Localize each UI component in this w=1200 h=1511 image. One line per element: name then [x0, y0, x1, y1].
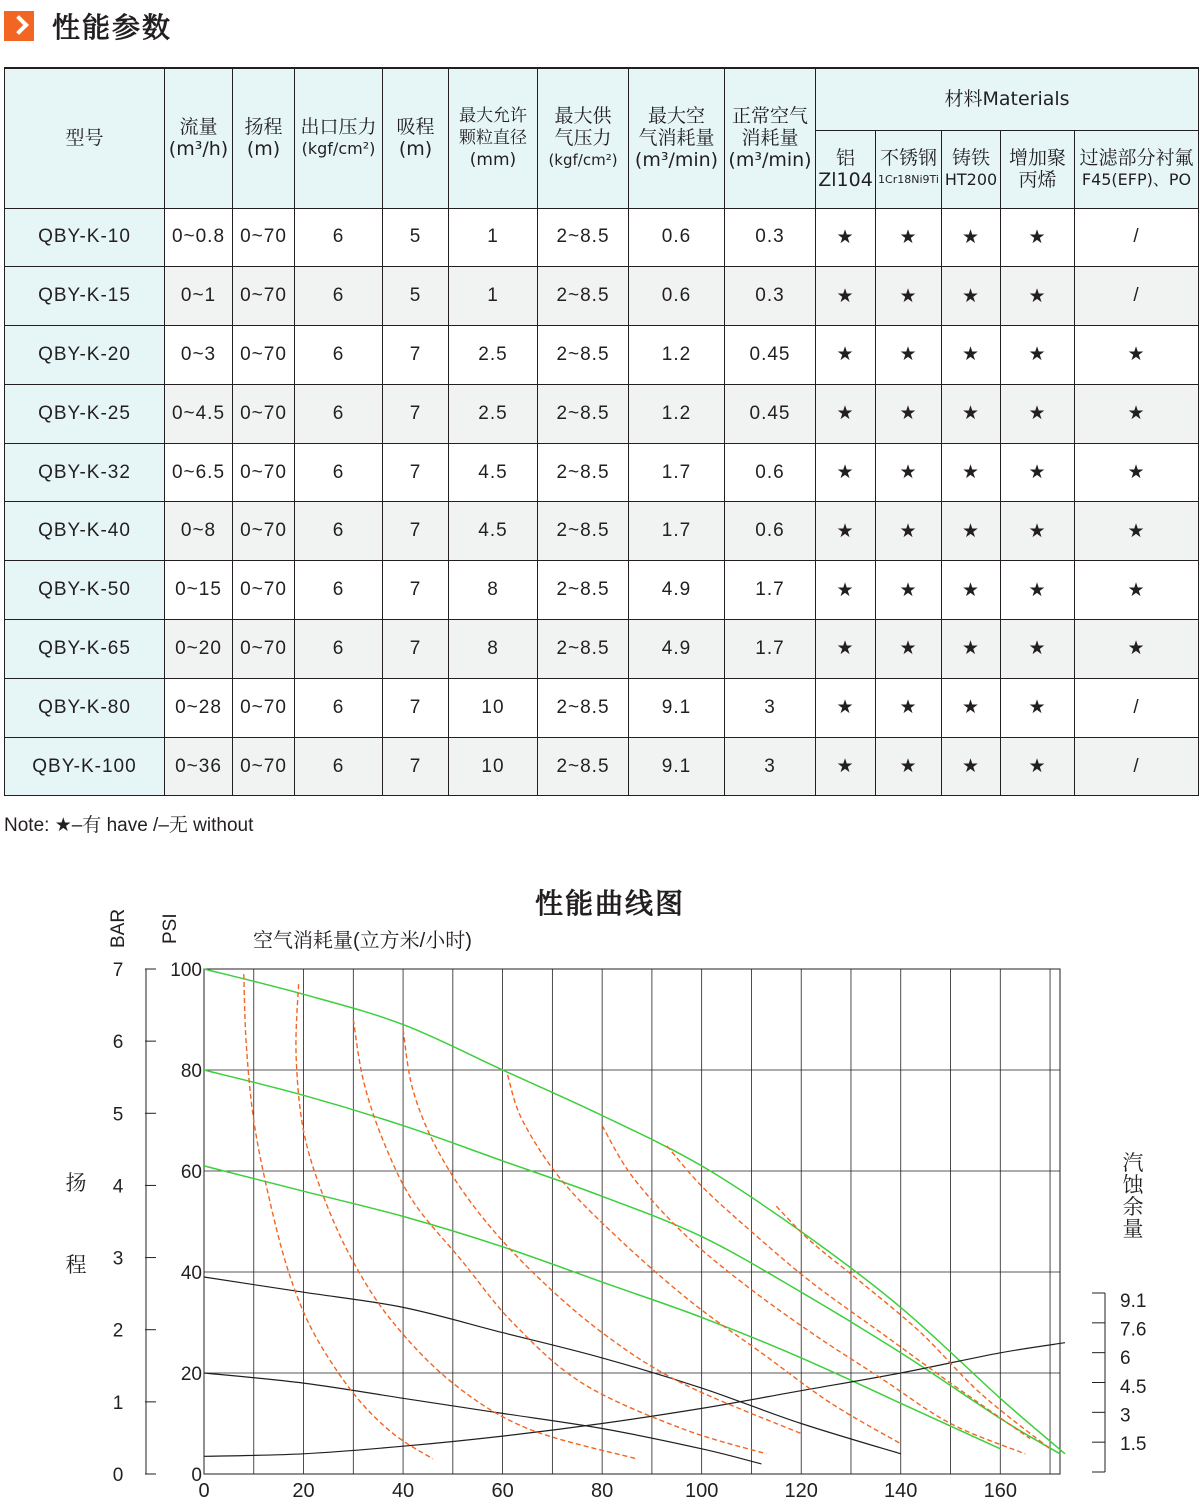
table-cell: ★ — [942, 208, 1001, 267]
table-cell: 4.9 — [629, 561, 725, 620]
psi-tick-label: 20 — [180, 1364, 202, 1385]
psi-tick-label: 100 — [170, 960, 202, 981]
table-cell: ★ — [876, 620, 942, 679]
table-row — [5, 326, 1199, 385]
header-outlet-pressure: 出口压力 (kgf/cm²) — [295, 68, 383, 208]
model-cell: QBY-K-32 — [5, 443, 165, 502]
header-mat-stainless: 不锈钢 1Cr18Ni9Ti — [876, 130, 942, 208]
table-cell: 2~8.5 — [538, 208, 629, 267]
table-cell: ★ — [1001, 678, 1075, 737]
table-cell: 4.5 — [449, 443, 538, 502]
table-cell: 0~36 — [165, 737, 233, 796]
table-cell: 0~0.8 — [165, 208, 233, 267]
table-cell: ★ — [942, 326, 1001, 385]
chart-labels — [66, 909, 1147, 1502]
table-cell: 10 — [449, 678, 538, 737]
pressure-curve — [204, 1070, 1060, 1454]
table-cell: ★ — [1001, 620, 1075, 679]
header-max-air: 最大空 气消耗量 (m³/min) — [629, 68, 725, 208]
table-cell: 3 — [725, 737, 816, 796]
npsh-curve — [204, 1343, 1065, 1457]
table-row — [5, 267, 1199, 326]
table-cell: 2.5 — [449, 326, 538, 385]
table-cell: 6 — [295, 502, 383, 561]
table-cell: 0~1 — [165, 267, 233, 326]
table-cell: 2~8.5 — [538, 384, 629, 443]
table-cell: 6 — [295, 620, 383, 679]
model-cell: QBY-K-100 — [5, 737, 165, 796]
table-cell: 9.1 — [629, 737, 725, 796]
table-cell: ★ — [816, 502, 876, 561]
table-cell: 2~8.5 — [538, 737, 629, 796]
table-cell: 1.7 — [725, 561, 816, 620]
table-cell: 0~70 — [233, 678, 295, 737]
psi-axis-label: PSI — [160, 913, 181, 944]
table-row — [5, 678, 1199, 737]
table-cell: 0.6 — [725, 443, 816, 502]
table-cell: 5 — [383, 208, 449, 267]
header-mat-cast-iron: 铸铁 HT200 — [942, 130, 1001, 208]
table-cell: 0~6.5 — [165, 443, 233, 502]
table-cell: 0~70 — [233, 561, 295, 620]
chart-series — [204, 969, 1065, 1464]
psi-tick-label: 60 — [180, 1162, 202, 1183]
npsh-label: 量 — [1122, 1218, 1144, 1241]
table-cell: 0~70 — [233, 620, 295, 679]
npsh-label: 汽 — [1122, 1152, 1144, 1175]
x-tick-label: 100 — [684, 1480, 719, 1502]
chevron-right-icon — [4, 11, 34, 41]
table-cell: 6 — [295, 737, 383, 796]
table-cell: 6 — [295, 267, 383, 326]
table-cell: ★ — [816, 678, 876, 737]
table-cell: 6 — [295, 326, 383, 385]
table-cell: 6 — [295, 384, 383, 443]
x-tick-label: 40 — [391, 1480, 415, 1502]
table-cell: / — [1075, 208, 1199, 267]
table-cell: 0.45 — [725, 384, 816, 443]
table-cell: ★ — [876, 208, 942, 267]
x-tick-label: 120 — [784, 1480, 818, 1502]
table-cell: ★ — [1075, 561, 1199, 620]
model-cell: QBY-K-80 — [5, 678, 165, 737]
pressure-curve — [204, 969, 1065, 1454]
model-cell: QBY-K-10 — [5, 208, 165, 267]
header-model: 型号 — [5, 68, 165, 208]
table-cell: 1 — [449, 208, 538, 267]
table-cell: ★ — [1075, 384, 1199, 443]
bar-tick-label: 4 — [112, 1176, 124, 1198]
npsh-tick-label: 9.1 — [1120, 1291, 1147, 1312]
table-cell: 0~70 — [233, 267, 295, 326]
table-cell: ★ — [876, 326, 942, 385]
table-cell: 7 — [383, 384, 449, 443]
table-cell: ★ — [876, 737, 942, 796]
table-cell: 8 — [449, 620, 538, 679]
table-cell: ★ — [942, 443, 1001, 502]
model-cell: QBY-K-25 — [5, 384, 165, 443]
table-cell: 0.6 — [629, 267, 725, 326]
table-row — [5, 384, 1199, 443]
bar-tick-label: 7 — [112, 960, 124, 981]
table-cell: ★ — [942, 561, 1001, 620]
table-cell: ★ — [876, 384, 942, 443]
table-cell: ★ — [1001, 561, 1075, 620]
model-cell: QBY-K-15 — [5, 267, 165, 326]
bar-tick-label: 2 — [112, 1320, 124, 1342]
header-normal-air: 正常空气 消耗量 (m³/min) — [725, 68, 816, 208]
table-cell: 8 — [449, 561, 538, 620]
table-cell: 0~8 — [165, 502, 233, 561]
header-air-supply: 最大供 气压力 (kgf/cm²) — [538, 68, 629, 208]
table-cell: ★ — [942, 384, 1001, 443]
model-cell: QBY-K-40 — [5, 502, 165, 561]
table-cell: ★ — [1001, 737, 1075, 796]
header-materials: 材料Materials — [816, 68, 1199, 130]
table-cell: ★ — [816, 737, 876, 796]
section-header — [4, 6, 172, 46]
air-curve — [296, 984, 637, 1459]
table-cell: ★ — [942, 267, 1001, 326]
table-cell: / — [1075, 678, 1199, 737]
table-row — [5, 620, 1199, 679]
table-cell: 0.6 — [725, 502, 816, 561]
npsh-label: 蚀 — [1122, 1174, 1144, 1197]
table-cell: ★ — [942, 678, 1001, 737]
table-note: Note: ★–有 have /–无 without — [4, 815, 254, 836]
table-cell: ★ — [1001, 267, 1075, 326]
header-mat-polypropylene: 增加聚 丙烯 — [1001, 130, 1075, 208]
table-cell: 0~3 — [165, 326, 233, 385]
model-cell: QBY-K-50 — [5, 561, 165, 620]
npsh-tick-label: 4.5 — [1120, 1376, 1147, 1398]
header-head: 扬程 (m) — [233, 68, 295, 208]
table-cell: ★ — [1075, 443, 1199, 502]
chart-grid — [145, 969, 1105, 1474]
table-cell: ★ — [816, 384, 876, 443]
air-consumption-label: 空气消耗量(立方米/小时) — [253, 930, 472, 952]
table-row — [5, 561, 1199, 620]
npsh-tick-label: 1.5 — [1120, 1434, 1147, 1455]
table-cell: 0~70 — [233, 443, 295, 502]
table-cell: ★ — [942, 620, 1001, 679]
table-cell: 7 — [383, 737, 449, 796]
table-cell: / — [1075, 267, 1199, 326]
npsh-tick-label: 6 — [1120, 1348, 1131, 1370]
table-cell: ★ — [876, 561, 942, 620]
table-cell: 0~28 — [165, 678, 233, 737]
table-cell: ★ — [1001, 208, 1075, 267]
psi-tick-label: 40 — [180, 1263, 202, 1284]
x-tick-label: 20 — [292, 1480, 315, 1502]
table-cell: 2~8.5 — [538, 326, 629, 385]
chart-title: 性能曲线图 — [534, 887, 685, 920]
model-cell: QBY-K-65 — [5, 620, 165, 679]
table-cell: 6 — [295, 208, 383, 267]
head-label: 扬 — [65, 1172, 87, 1195]
table-cell: 0~20 — [165, 620, 233, 679]
table-cell: 0.6 — [629, 208, 725, 267]
performance-curve-chart — [0, 890, 1200, 1510]
table-row — [5, 737, 1199, 796]
x-tick-label: 0 — [198, 1480, 210, 1502]
psi-tick-label: 80 — [180, 1061, 202, 1082]
table-cell: 1.7 — [725, 620, 816, 679]
table-cell: 7 — [383, 326, 449, 385]
table-cell: 4.9 — [629, 620, 725, 679]
table-cell: 7 — [383, 678, 449, 737]
table-row — [5, 208, 1199, 267]
npsh-label: 余 — [1122, 1196, 1144, 1219]
table-cell: 1 — [449, 267, 538, 326]
table-cell: 0~70 — [233, 326, 295, 385]
air-curve — [602, 1126, 1025, 1454]
table-cell: 2~8.5 — [538, 561, 629, 620]
table-cell: 2~8.5 — [538, 502, 629, 561]
table-cell: 1.7 — [629, 443, 725, 502]
table-cell: ★ — [816, 561, 876, 620]
table-cell: 0~70 — [233, 384, 295, 443]
table-cell: 10 — [449, 737, 538, 796]
section-title: 性能参数 — [52, 11, 173, 44]
table-cell: ★ — [1001, 384, 1075, 443]
table-cell: 2~8.5 — [538, 678, 629, 737]
table-cell: 0~70 — [233, 208, 295, 267]
table-row — [5, 502, 1199, 561]
table-cell: ★ — [876, 443, 942, 502]
table-cell: 7 — [383, 620, 449, 679]
bar-tick-label: 6 — [112, 1032, 124, 1054]
table-cell: ★ — [816, 326, 876, 385]
table-cell: / — [1075, 737, 1199, 796]
header-suction: 吸程 (m) — [383, 68, 449, 208]
table-cell: ★ — [942, 502, 1001, 561]
performance-table — [4, 67, 1199, 796]
table-row — [5, 443, 1199, 502]
table-cell: 3 — [725, 678, 816, 737]
header-flow: 流量 (m³/h) — [165, 68, 233, 208]
table-cell: 1.7 — [629, 502, 725, 561]
table-cell: 0.3 — [725, 208, 816, 267]
table-cell: 9.1 — [629, 678, 725, 737]
table-cell: 2~8.5 — [538, 443, 629, 502]
x-tick-label: 160 — [983, 1480, 1017, 1502]
table-cell: 2~8.5 — [538, 620, 629, 679]
table-cell: 0~70 — [233, 502, 295, 561]
table-cell: ★ — [1075, 326, 1199, 385]
table-cell: 4.5 — [449, 502, 538, 561]
table-cell: 6 — [295, 678, 383, 737]
low_pressure-curve — [204, 1373, 761, 1464]
table-cell: ★ — [816, 620, 876, 679]
table-cell: 2.5 — [449, 384, 538, 443]
table-cell: ★ — [816, 443, 876, 502]
table-cell: ★ — [1001, 326, 1075, 385]
bar-axis-label: BAR — [108, 908, 129, 948]
table-cell: ★ — [1001, 443, 1075, 502]
table-cell: 2~8.5 — [538, 267, 629, 326]
table-cell: 6 — [295, 443, 383, 502]
table-cell: 7 — [383, 561, 449, 620]
table-cell: 1.2 — [629, 326, 725, 385]
table-cell: 7 — [383, 443, 449, 502]
psi-tick-label: 0 — [191, 1465, 202, 1486]
table-cell: ★ — [876, 678, 942, 737]
head-label: 程 — [65, 1254, 87, 1277]
x-tick-label: 60 — [491, 1480, 514, 1502]
header-mat-fluorine: 过滤部分衬氟 F45(EFP)、PO — [1075, 130, 1199, 208]
table-cell: 0~15 — [165, 561, 233, 620]
header-particle: 最大允许 颗粒直径 (mm) — [449, 68, 538, 208]
table-cell: ★ — [816, 267, 876, 326]
x-tick-label: 140 — [884, 1480, 918, 1502]
table-cell: ★ — [1075, 502, 1199, 561]
header-mat-aluminum: 铝 Zl104 — [816, 130, 876, 208]
table-cell: ★ — [876, 267, 942, 326]
bar-tick-label: 5 — [112, 1104, 124, 1126]
plot-frame — [204, 969, 1060, 1474]
table-cell: 0~4.5 — [165, 384, 233, 443]
table-cell: 0.45 — [725, 326, 816, 385]
npsh-tick-label: 3 — [1120, 1405, 1131, 1427]
table-cell: 1.2 — [629, 384, 725, 443]
table-cell: 7 — [383, 502, 449, 561]
bar-tick-label: 3 — [112, 1248, 124, 1270]
table-cell: 0.3 — [725, 267, 816, 326]
table-cell: ★ — [876, 502, 942, 561]
npsh-tick-label: 7.6 — [1120, 1319, 1147, 1341]
table-cell: ★ — [1075, 620, 1199, 679]
table-cell: 5 — [383, 267, 449, 326]
table-cell: ★ — [942, 737, 1001, 796]
model-cell: QBY-K-20 — [5, 326, 165, 385]
bar-tick-label: 0 — [112, 1465, 124, 1486]
table-cell: 6 — [295, 561, 383, 620]
x-tick-label: 80 — [591, 1480, 614, 1502]
bar-tick-label: 1 — [112, 1392, 124, 1414]
table-cell: 0~70 — [233, 737, 295, 796]
table-cell: ★ — [1001, 502, 1075, 561]
table-cell: ★ — [816, 208, 876, 267]
